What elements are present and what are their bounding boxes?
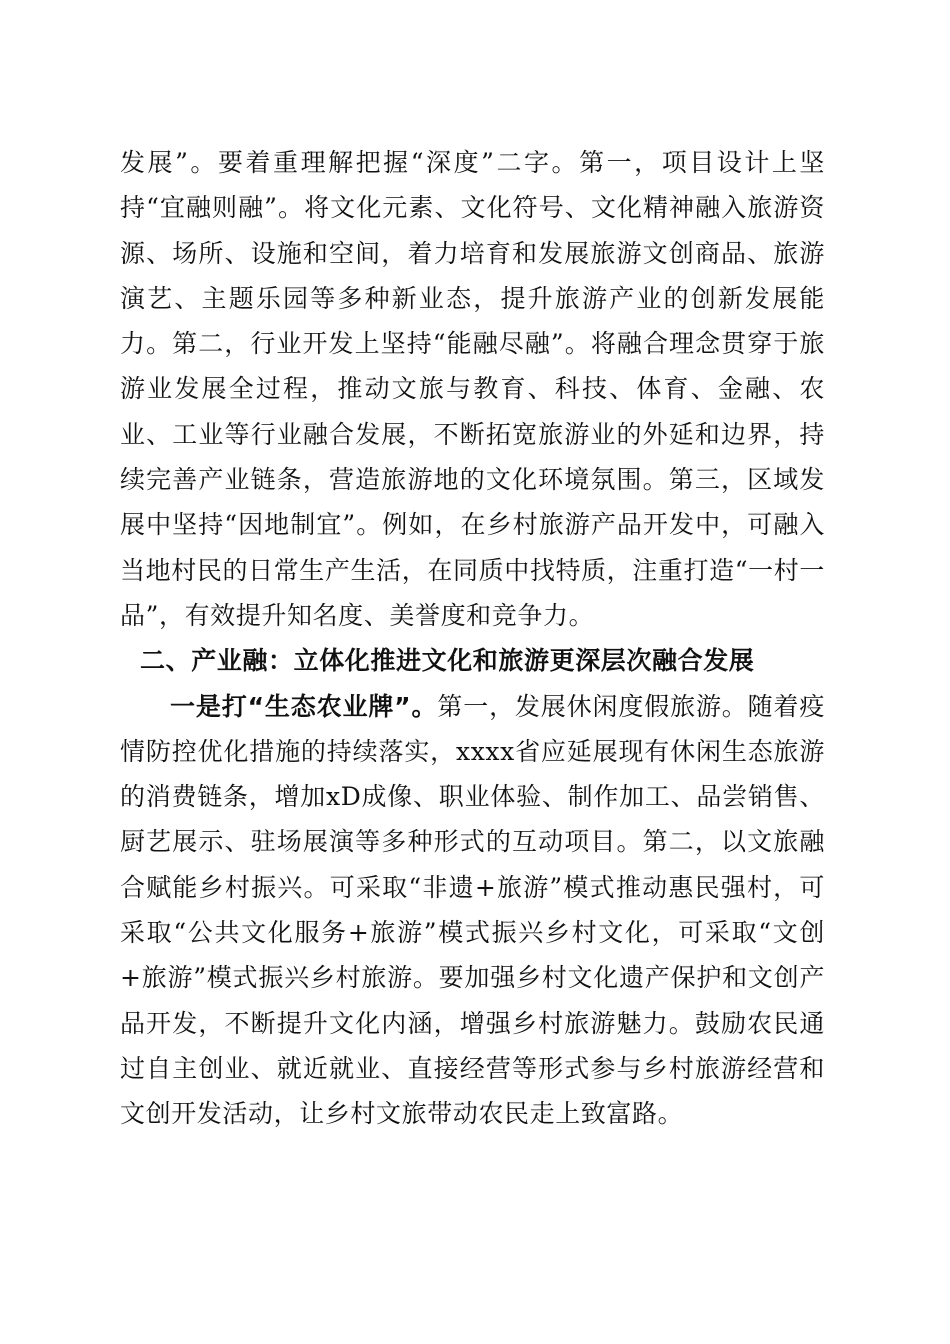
paragraph-body-text: 第一，发展休闲度假旅游。随着疫情防控优化措施的持续落实，xxxx省应延展现有休闲生态旅游的消费链条，增加xD成像、职业体验、制作加工、品尝销售、厨艺展示、驻场展演等多种形式的互动项目。第二，以文旅融合赋能乡村振兴。可采取“非遗+旅游”模式推动惠民强村，可采取“公共文化服务+旅游”模式振兴乡村文化，可采取“文创+旅游”模式振兴乡村旅游。要加强乡村文化遗产保护和文创产品开发，不断提升文化内涵，增强乡村旅游魅力。鼓励农民通过自主创业、就近就业、直接经营等形式参与乡村旅游经营和文创开发活动，让乡村文旅带动农民走上致富路。 bbox=[120, 691, 825, 1129]
section-heading: 二、产业融：立体化推进文化和旅游更深层次融合发展 bbox=[140, 646, 755, 676]
document-page bbox=[120, 140, 825, 1137]
paragraph-continuation: 发展”。要着重理解把握“深度”二字。第一，项目设计上坚持“宜融则融”。将文化元素、文化符号、文化精神融入旅游资源、场所、设施和空间，着力培育和发展旅游文创商品、旅游演艺、主题乐园等多种新业态，提升旅游产业的创新发展能力。第二，行业开发上坚持“能融尽融”。将融合理念贯穿于旅游业发展全过程，推动文旅与教育、科技、体育、金融、农业、工业等行业融合发展，不断拓宽旅游业的外延和边界，持续完善产业链条，营造旅游地的文化环境氛围。第三，区域发展中坚持“因地制宜”。例如，在乡村旅游产品开发中，可融入当地村民的日常生产生活，在同质中找特质，注重打造“一村一品”，有效提升知名度、美誉度和竞争力。 bbox=[120, 148, 825, 630]
paragraph-eco-agriculture bbox=[120, 684, 825, 1137]
paragraph-lead-phrase: 一是打“生态农业牌”。 bbox=[170, 691, 438, 721]
